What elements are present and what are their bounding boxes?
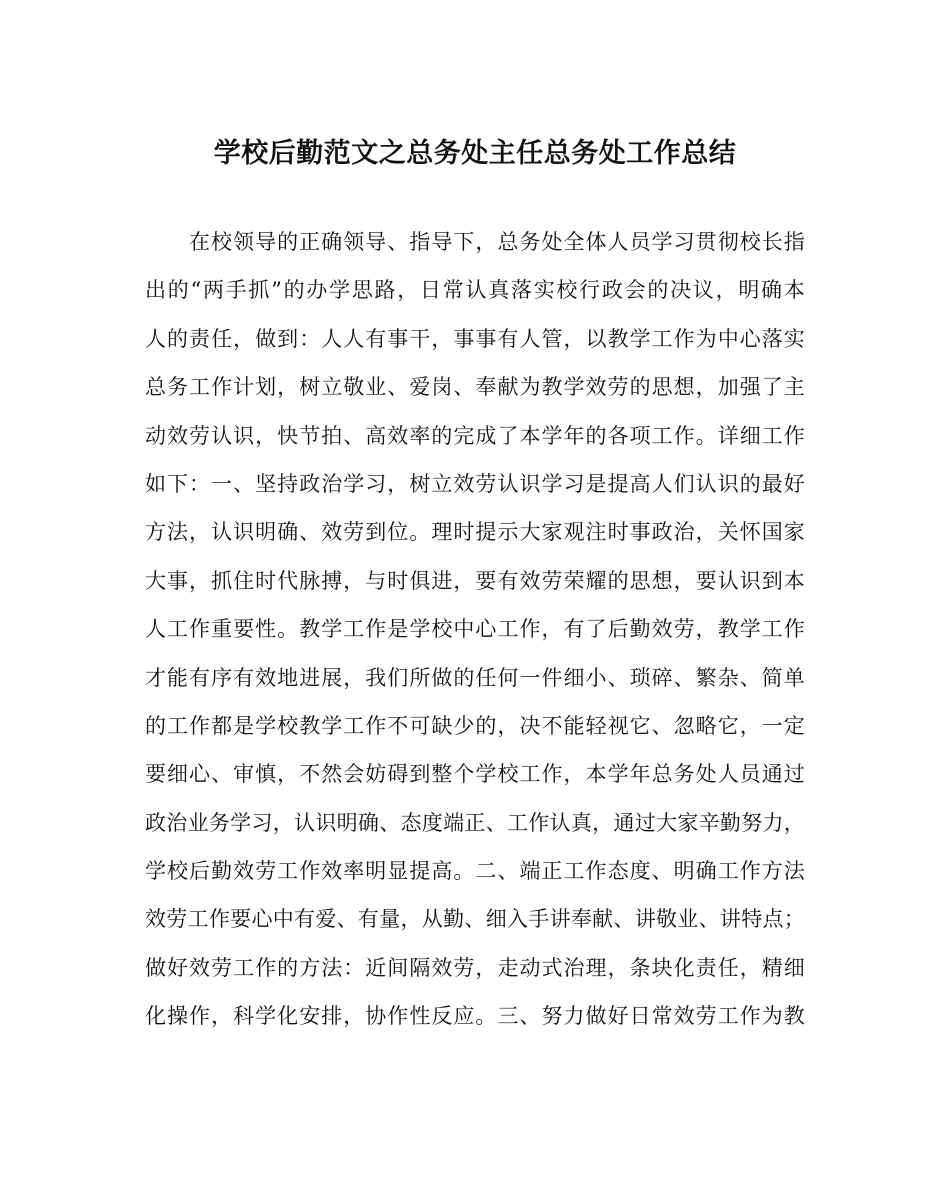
body-line: 方法，认识明确、效劳到位。理时提示大家观注时事政治，关怀国家: [145, 520, 805, 545]
body-line: 如下：一、坚持政治学习，树立效劳认识学习是提高人们认识的最好: [145, 471, 805, 496]
body-line: 人工作重要性。教学工作是学校中心工作，有了后勤效劳，教学工作: [145, 617, 805, 642]
document-title: 学校后勤范文之总务处主任总务处工作总结: [213, 138, 737, 169]
body-line: 出的“两手抓”的办学思路，日常认真落实校行政会的决议，明确本: [145, 278, 805, 303]
body-line: 化操作，科学化安排，协作性反应。三、努力做好日常效劳工作为教: [145, 1004, 805, 1029]
body-line: 的工作都是学校教学工作不可缺少的，决不能轻视它、忽略它，一定: [145, 713, 805, 738]
body-line: 大事，抓住时代脉搏，与时俱进，要有效劳荣耀的思想，要认识到本: [145, 568, 805, 593]
body-line: 要细心、审慎，不然会妨碍到整个学校工作，本学年总务处人员通过: [145, 762, 805, 787]
document-body: [145, 218, 805, 1041]
body-line: 在校领导的正确领导、指导下，总务处全体人员学习贯彻校长指: [189, 230, 805, 254]
body-line: 政治业务学习，认识明确、态度端正、工作认真，通过大家辛勤努力，: [145, 810, 805, 835]
body-line: 做好效劳工作的方法：近间隔效劳，走动式治理，条块化责任，精细: [145, 955, 805, 980]
body-line: 才能有序有效地进展，我们所做的任何一件细小、琐碎、繁杂、简单: [145, 665, 805, 690]
body-line: 动效劳认识，快节拍、高效率的完成了本学年的各项工作。详细工作: [145, 423, 805, 448]
body-line: 总务工作计划，树立敬业、爱岗、奉献为教学效劳的思想，加强了主: [145, 375, 805, 400]
body-line: 效劳工作要心中有爱、有量，从勤、细入手讲奉献、讲敬业、讲特点；: [145, 907, 805, 932]
body-line: 学校后勤效劳工作效率明显提高。二、端正工作态度、明确工作方法: [145, 859, 805, 884]
body-line: 人的责任，做到：人人有事干，事事有人管，以教学工作为中心落实: [145, 326, 805, 351]
